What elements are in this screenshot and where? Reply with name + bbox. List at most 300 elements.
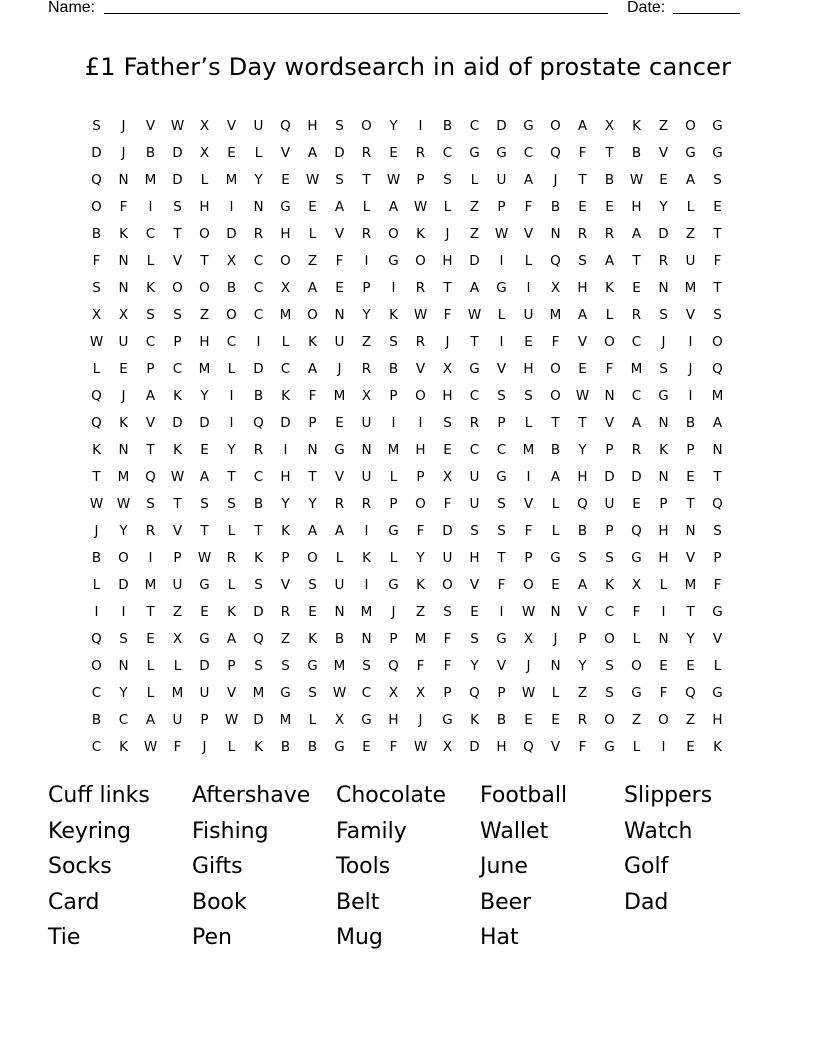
grid-letter: M [252, 685, 265, 701]
grid-letter: Y [227, 442, 236, 458]
grid-letter: D [172, 415, 183, 431]
grid-letter: Y [119, 523, 128, 539]
grid-letter: X [442, 469, 453, 485]
grid-letter: Q [280, 118, 291, 134]
grid-letter: E [686, 469, 695, 485]
grid-letter: X [172, 631, 183, 647]
grid-row [83, 734, 731, 761]
grid-letter: U [469, 496, 480, 512]
grid-letter: E [632, 280, 641, 296]
grid-letter: I [688, 334, 693, 350]
grid-letter: V [658, 145, 669, 161]
grid-letter: C [226, 334, 237, 350]
grid-letter: E [308, 199, 317, 215]
grid-letter: L [146, 253, 155, 269]
grid-letter: E [200, 442, 209, 458]
grid-letter: B [496, 712, 507, 728]
grid-letter: L [227, 361, 236, 377]
grid-letter: K [254, 739, 263, 755]
grid-letter: F [92, 253, 101, 269]
grid-letter: Q [685, 685, 696, 701]
grid-letter: V [226, 118, 237, 134]
grid-letter: K [119, 739, 128, 755]
grid-letter: V [523, 496, 534, 512]
grid-letter: Z [415, 604, 426, 620]
grid-letter: A [199, 469, 210, 485]
grid-letter: E [308, 604, 317, 620]
grid-letter: P [227, 658, 236, 674]
word-list-item: Keyring [48, 818, 131, 844]
grid-letter: A [145, 388, 156, 404]
grid-letter: H [496, 739, 507, 755]
grid-letter: N [550, 226, 561, 242]
grid-letter: R [415, 145, 426, 161]
grid-letter: K [281, 388, 290, 404]
grid-letter: E [281, 172, 290, 188]
grid-letter: O [199, 226, 210, 242]
grid-letter: J [553, 172, 558, 188]
grid-letter: A [631, 226, 642, 242]
grid-letter: R [361, 361, 372, 377]
grid-letter: S [254, 658, 263, 674]
grid-letter: J [688, 361, 693, 377]
grid-letter: T [713, 280, 722, 296]
grid-letter: U [496, 172, 507, 188]
grid-letter: Y [659, 199, 668, 215]
grid-letter: K [416, 226, 425, 242]
grid-letter: S [308, 685, 317, 701]
grid-letter: L [497, 307, 506, 323]
grid-letter: S [389, 334, 398, 350]
grid-letter: K [254, 550, 263, 566]
grid-letter: O [604, 631, 615, 647]
grid-letter: G [442, 712, 453, 728]
grid-letter: O [415, 496, 426, 512]
grid-letter: H [199, 334, 210, 350]
grid-letter: M [198, 361, 211, 377]
grid-letter: D [253, 712, 264, 728]
grid-letter: D [658, 226, 669, 242]
grid-letter: Q [550, 253, 561, 269]
grid-letter: L [389, 550, 398, 566]
grid-letter: O [442, 577, 453, 593]
grid-letter: F [578, 145, 587, 161]
grid-letter: V [280, 577, 291, 593]
grid-letter: K [416, 577, 425, 593]
grid-letter: X [631, 577, 642, 593]
grid-letter: O [631, 658, 642, 674]
grid-letter: Y [470, 658, 479, 674]
grid-letter: H [469, 550, 480, 566]
grid-letter: J [94, 523, 99, 539]
grid-letter: P [416, 469, 425, 485]
grid-letter: H [307, 118, 318, 134]
grid-letter: C [91, 739, 102, 755]
grid-letter: G [712, 145, 723, 161]
grid-letter: W [116, 496, 131, 512]
grid-letter: A [145, 712, 156, 728]
grid-letter: L [551, 496, 560, 512]
grid-letter: F [578, 739, 587, 755]
grid-letter: G [712, 604, 723, 620]
grid-letter: C [361, 685, 372, 701]
grid-letter: N [307, 442, 318, 458]
grid-letter: Z [361, 334, 372, 350]
grid-letter: S [227, 496, 236, 512]
grid-letter: M [684, 280, 697, 296]
grid-letter: C [604, 604, 615, 620]
grid-letter: G [334, 442, 345, 458]
grid-letter: K [389, 307, 398, 323]
grid-letter: U [469, 469, 480, 485]
grid-letter: Q [469, 685, 480, 701]
grid-letter: K [119, 415, 128, 431]
grid-letter: D [604, 469, 615, 485]
grid-letter: Q [712, 496, 723, 512]
grid-letter: I [391, 280, 396, 296]
grid-letter: I [229, 388, 234, 404]
grid-letter: K [659, 442, 668, 458]
grid-letter: Y [308, 496, 317, 512]
grid-letter: R [577, 226, 588, 242]
grid-letter: G [199, 631, 210, 647]
grid-letter: H [415, 442, 426, 458]
grid-letter: W [89, 334, 104, 350]
grid-letter: Y [416, 550, 425, 566]
word-list-item: Socks [48, 854, 112, 879]
grid-letter: P [146, 361, 155, 377]
grid-letter: V [550, 739, 561, 755]
grid-row [83, 626, 731, 653]
grid-letter: C [253, 280, 264, 296]
grid-letter: N [118, 253, 129, 269]
grid-letter: B [91, 226, 102, 242]
grid-letter: O [712, 334, 723, 350]
grid-letter: I [499, 604, 504, 620]
grid-letter: M [144, 172, 157, 188]
grid-letter: T [173, 226, 182, 242]
grid-letter: V [280, 145, 291, 161]
grid-letter: L [470, 172, 479, 188]
grid-letter: A [631, 415, 642, 431]
grid-letter: Q [91, 172, 102, 188]
grid-letter: L [524, 253, 533, 269]
grid-letter: T [605, 145, 614, 161]
grid-letter: C [253, 253, 264, 269]
grid-letter: T [146, 604, 155, 620]
grid-letter: S [605, 658, 614, 674]
grid-letter: D [172, 172, 183, 188]
grid-letter: L [362, 199, 371, 215]
grid-letter: D [253, 604, 264, 620]
grid-letter: F [551, 334, 560, 350]
grid-letter: H [388, 712, 399, 728]
grid-letter: I [364, 253, 369, 269]
grid-letter: K [146, 280, 155, 296]
grid-letter: R [469, 415, 480, 431]
grid-letter: X [361, 388, 372, 404]
grid-letter: O [307, 550, 318, 566]
grid-letter: U [523, 307, 534, 323]
grid-letter: A [712, 415, 723, 431]
grid-letter: X [442, 739, 453, 755]
grid-letter: H [280, 469, 291, 485]
grid-letter: U [118, 334, 129, 350]
grid-letter: K [173, 388, 182, 404]
grid-letter: J [121, 118, 126, 134]
grid-letter: Q [550, 145, 561, 161]
grid-letter: X [280, 280, 291, 296]
grid-letter: I [283, 442, 288, 458]
grid-letter: D [199, 415, 210, 431]
grid-letter: Y [200, 388, 209, 404]
grid-letter: H [280, 226, 291, 242]
grid-letter: L [524, 415, 533, 431]
grid-letter: Q [145, 469, 156, 485]
grid-letter: W [575, 388, 590, 404]
grid-letter: G [388, 577, 399, 593]
grid-letter: G [361, 712, 372, 728]
grid-letter: E [443, 442, 452, 458]
grid-row [83, 383, 731, 410]
grid-letter: B [388, 361, 399, 377]
grid-letter: K [605, 280, 614, 296]
grid-letter: R [253, 442, 264, 458]
grid-letter: T [686, 604, 695, 620]
grid-letter: D [469, 739, 480, 755]
grid-letter: I [526, 280, 531, 296]
grid-row [83, 329, 731, 356]
grid-letter: N [118, 280, 129, 296]
grid-letter: W [629, 172, 644, 188]
grid-letter: N [658, 415, 669, 431]
grid-letter: W [305, 172, 320, 188]
grid-letter: A [388, 199, 399, 215]
grid-letter: I [688, 388, 693, 404]
grid-letter: Y [254, 172, 263, 188]
grid-letter: Z [469, 226, 480, 242]
grid-letter: E [578, 199, 587, 215]
grid-letter: C [91, 685, 102, 701]
grid-letter: E [713, 199, 722, 215]
grid-row [83, 518, 731, 545]
grid-letter: M [684, 577, 697, 593]
grid-letter: T [227, 469, 236, 485]
grid-letter: N [118, 172, 129, 188]
grid-letter: L [254, 145, 263, 161]
grid-letter: N [361, 442, 372, 458]
grid-letter: X [226, 253, 237, 269]
grid-letter: L [92, 577, 101, 593]
grid-letter: U [334, 334, 345, 350]
grid-letter: T [92, 469, 101, 485]
grid-letter: W [143, 739, 158, 755]
grid-letter: V [334, 469, 345, 485]
grid-letter: M [549, 307, 562, 323]
grid-letter: H [658, 550, 669, 566]
grid-letter: P [578, 631, 587, 647]
word-list [48, 779, 768, 957]
grid-letter: K [632, 118, 641, 134]
grid-letter: F [173, 739, 182, 755]
grid-letter: S [335, 172, 344, 188]
grid-letter: B [307, 739, 318, 755]
word-list-item: Gifts [192, 854, 243, 879]
grid-letter: C [469, 388, 480, 404]
grid-letter: S [200, 496, 209, 512]
grid-letter: Y [119, 685, 128, 701]
grid-letter: O [550, 361, 561, 377]
grid-letter: B [577, 523, 588, 539]
word-list-item: Mug [336, 925, 383, 950]
grid-letter: A [334, 523, 345, 539]
grid-letter: K [713, 739, 722, 755]
grid-letter: F [632, 604, 641, 620]
grid-letter: P [389, 496, 398, 512]
grid-letter: M [522, 442, 535, 458]
grid-letter: E [119, 361, 128, 377]
grid-letter: V [577, 604, 588, 620]
grid-letter: K [92, 442, 101, 458]
grid-letter: C [469, 442, 480, 458]
grid-letter: R [577, 712, 588, 728]
grid-letter: W [467, 307, 482, 323]
grid-letter: T [146, 442, 155, 458]
grid-letter: S [497, 523, 506, 539]
grid-letter: K [281, 523, 290, 539]
grid-letter: L [173, 658, 182, 674]
grid-letter: C [172, 361, 183, 377]
grid-letter: N [118, 442, 129, 458]
grid-letter: G [712, 685, 723, 701]
grid-letter: K [605, 577, 614, 593]
grid-letter: J [445, 226, 450, 242]
grid-row [83, 275, 731, 302]
grid-letter: Q [523, 739, 534, 755]
grid-letter: K [173, 442, 182, 458]
grid-letter: S [497, 388, 506, 404]
grid-letter: T [200, 523, 209, 539]
grid-letter: S [578, 550, 587, 566]
grid-letter: T [713, 226, 722, 242]
grid-letter: M [333, 658, 346, 674]
grid-letter: V [172, 253, 183, 269]
grid-letter: S [605, 550, 614, 566]
grid-row [83, 140, 731, 167]
grid-letter: H [199, 199, 210, 215]
grid-letter: E [578, 361, 587, 377]
grid-letter: G [523, 118, 534, 134]
grid-letter: W [89, 496, 104, 512]
grid-letter: E [200, 604, 209, 620]
grid-letter: J [526, 658, 531, 674]
grid-letter: S [578, 253, 587, 269]
grid-letter: A [469, 280, 480, 296]
grid-letter: I [121, 604, 126, 620]
grid-letter: T [254, 523, 263, 539]
grid-letter: Z [280, 631, 291, 647]
date-label: Date: [627, 0, 666, 16]
grid-letter: Y [686, 631, 695, 647]
grid-letter: U [442, 550, 453, 566]
word-list-item: June [480, 854, 528, 879]
grid-letter: G [334, 739, 345, 755]
word-list-item: Book [192, 889, 247, 915]
grid-letter: N [658, 469, 669, 485]
grid-letter: T [173, 496, 182, 512]
grid-letter: E [659, 172, 668, 188]
grid-letter: T [686, 496, 695, 512]
grid-letter: U [604, 496, 615, 512]
grid-letter: F [443, 307, 452, 323]
word-list-item: Wallet [480, 818, 549, 844]
grid-letter: U [172, 712, 183, 728]
grid-letter: S [524, 388, 533, 404]
grid-letter: C [145, 226, 156, 242]
grid-letter: L [227, 739, 236, 755]
grid-letter: S [362, 658, 371, 674]
grid-letter: T [497, 550, 506, 566]
grid-letter: L [335, 550, 344, 566]
grid-letter: B [280, 739, 291, 755]
grid-letter: D [469, 253, 480, 269]
grid-letter: K [308, 631, 317, 647]
grid-letter: Z [469, 199, 480, 215]
grid-letter: L [389, 469, 398, 485]
grid-letter: M [360, 604, 373, 620]
grid-letter: A [604, 253, 615, 269]
grid-letter: P [443, 685, 452, 701]
grid-letter: M [117, 469, 130, 485]
grid-letter: O [685, 118, 696, 134]
grid-letter: V [172, 523, 183, 539]
grid-letter: S [146, 307, 155, 323]
grid-letter: I [229, 199, 234, 215]
grid-letter: N [658, 631, 669, 647]
grid-letter: N [361, 631, 372, 647]
grid-letter: I [661, 604, 666, 620]
grid-letter: T [308, 469, 317, 485]
word-list-item: Slippers [624, 783, 713, 808]
grid-letter: R [415, 280, 426, 296]
grid-letter: N [712, 442, 723, 458]
grid-letter: P [173, 550, 182, 566]
date-blank-line [673, 13, 740, 14]
grid-letter: T [632, 253, 641, 269]
grid-letter: I [418, 118, 423, 134]
grid-letter: R [361, 226, 372, 242]
grid-letter: K [308, 334, 317, 350]
grid-letter: O [280, 253, 291, 269]
grid-row [83, 653, 731, 680]
grid-letter: Z [172, 604, 183, 620]
grid-letter: L [659, 577, 668, 593]
grid-letter: S [335, 118, 344, 134]
grid-row [83, 248, 731, 275]
grid-letter: C [118, 712, 129, 728]
grid-letter: L [551, 685, 560, 701]
grid-letter: C [631, 334, 642, 350]
grid-letter: V [685, 307, 696, 323]
grid-row [83, 356, 731, 383]
grid-letter: I [661, 739, 666, 755]
grid-letter: G [658, 388, 669, 404]
grid-letter: J [121, 388, 126, 404]
grid-letter: P [497, 415, 506, 431]
grid-letter: H [442, 388, 453, 404]
grid-letter: W [386, 172, 401, 188]
grid-row [83, 599, 731, 626]
